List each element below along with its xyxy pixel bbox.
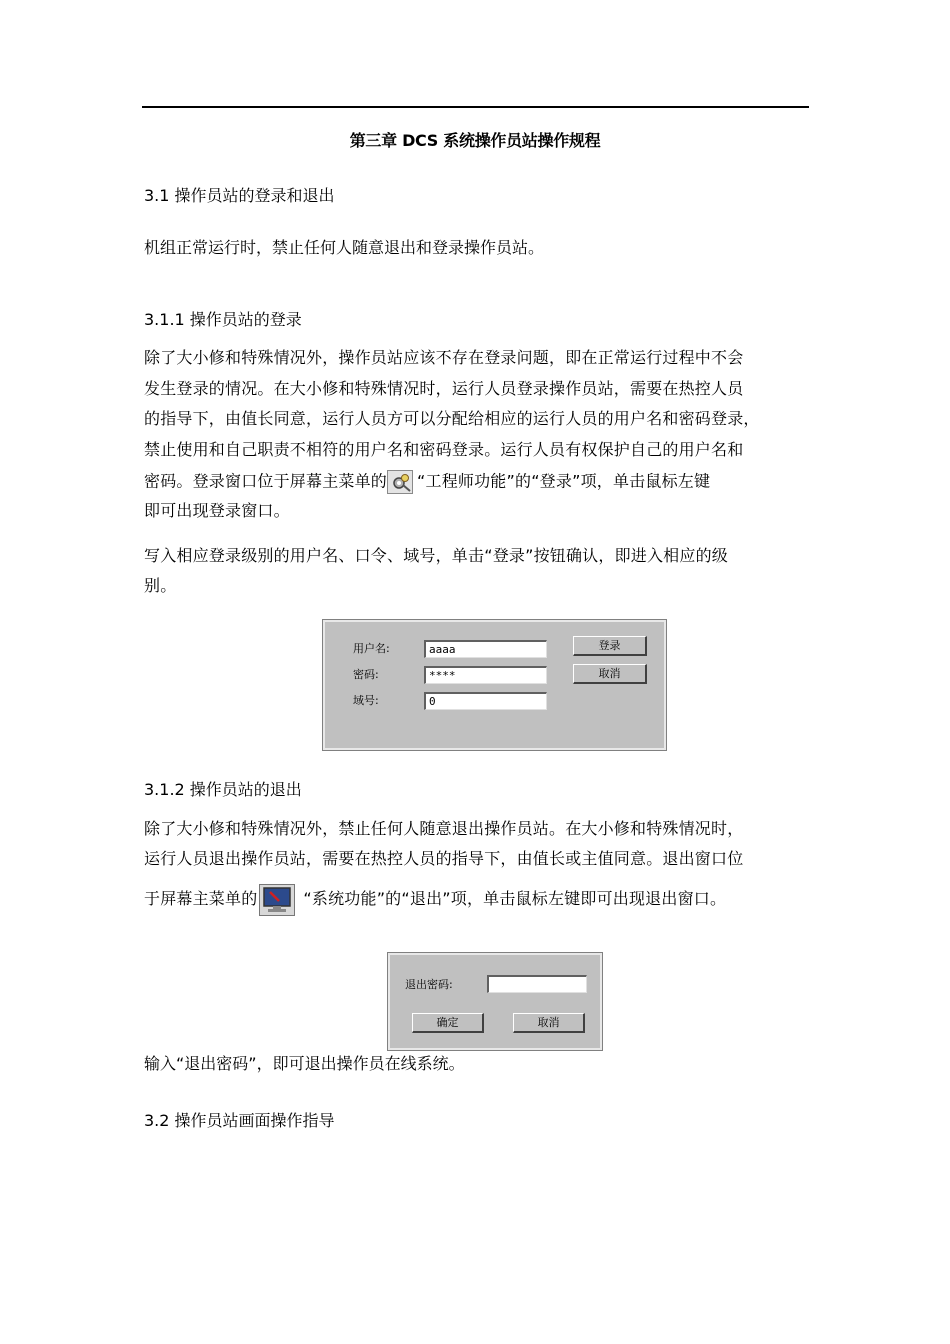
login-line5-before: 密码。登录窗口位于屏幕主菜单的 (144, 471, 388, 491)
domain-field[interactable]: 0 (424, 692, 547, 710)
login-para-line-2: 发生登录的情况。在大小修和特殊情况时，运行人员登录操作员站，需要在热控人员 (144, 379, 744, 398)
exit-password-field[interactable] (487, 975, 587, 993)
login-para-line-5 (144, 470, 710, 494)
login-para-line-1: 除了大小修和特殊情况外，操作员站应该不存在登录问题，即在正常运行过程中不会 (144, 348, 744, 367)
login-line5-after: “工程师功能”的“登录”项，单击鼠标左键 (417, 471, 711, 491)
section-3-1-1-heading: 3.1.1 操作员站的登录 (144, 310, 302, 329)
ok-button[interactable]: 确定 (412, 1013, 484, 1033)
username-label: 用户名: (353, 642, 390, 655)
cancel-button[interactable]: 取消 (573, 664, 647, 684)
password-field[interactable]: **** (424, 666, 547, 684)
exit-para-line-2: 运行人员退出操作员站，需要在热控人员的指导下，由值长或主值同意。退出窗口位 (144, 849, 744, 868)
engineer-function-icon (387, 470, 413, 494)
section-3-1-heading: 3.1 操作员站的登录和退出 (144, 186, 335, 205)
domain-label: 域号: (353, 694, 379, 707)
login-button[interactable]: 登录 (573, 636, 647, 656)
section-3-2-heading: 3.2 操作员站画面操作指导 (144, 1111, 335, 1130)
exit-dialog (388, 953, 602, 1050)
exit-line3-after: “系统功能”的“退出”项，单击鼠标左键即可出现退出窗口。 (303, 889, 727, 908)
section-3-1-intro: 机组正常运行时，禁止任何人随意退出和登录操作员站。 (144, 238, 545, 257)
exit-cancel-button[interactable]: 取消 (513, 1013, 585, 1033)
exit-line3-before: 于屏幕主菜单的 (144, 889, 258, 908)
exit-para-line-3 (144, 882, 726, 916)
password-label: 密码: (353, 668, 379, 681)
section-3-1-2-heading: 3.1.2 操作员站的退出 (144, 780, 302, 799)
chapter-title: 第三章 DCS 系统操作员站操作规程 (349, 131, 601, 150)
login-para2-line-1: 写入相应登录级别的用户名、口令、域号，单击“登录”按钮确认，即进入相应的级 (144, 546, 728, 565)
login-para2-line-2: 别。 (144, 576, 177, 595)
exit-password-label: 退出密码: (405, 978, 453, 991)
exit-after-text: 输入“退出密码”，即可退出操作员在线系统。 (144, 1054, 465, 1073)
login-dialog (323, 620, 666, 750)
header-rule (142, 106, 809, 108)
exit-para-line-1: 除了大小修和特殊情况外，禁止任何人随意退出操作员站。在大小修和特殊情况时， (144, 819, 744, 838)
username-field[interactable]: aaaa (424, 640, 547, 658)
login-para-line-6: 即可出现登录窗口。 (144, 501, 290, 520)
login-para-line-4: 禁止使用和自己职责不相符的用户名和密码登录。运行人员有权保护自己的用户名和 (144, 440, 744, 459)
system-function-icon (259, 884, 295, 916)
login-para-line-3: 的指导下，由值长同意，运行人员方可以分配给相应的运行人员的用户名和密码登录， (144, 409, 760, 428)
